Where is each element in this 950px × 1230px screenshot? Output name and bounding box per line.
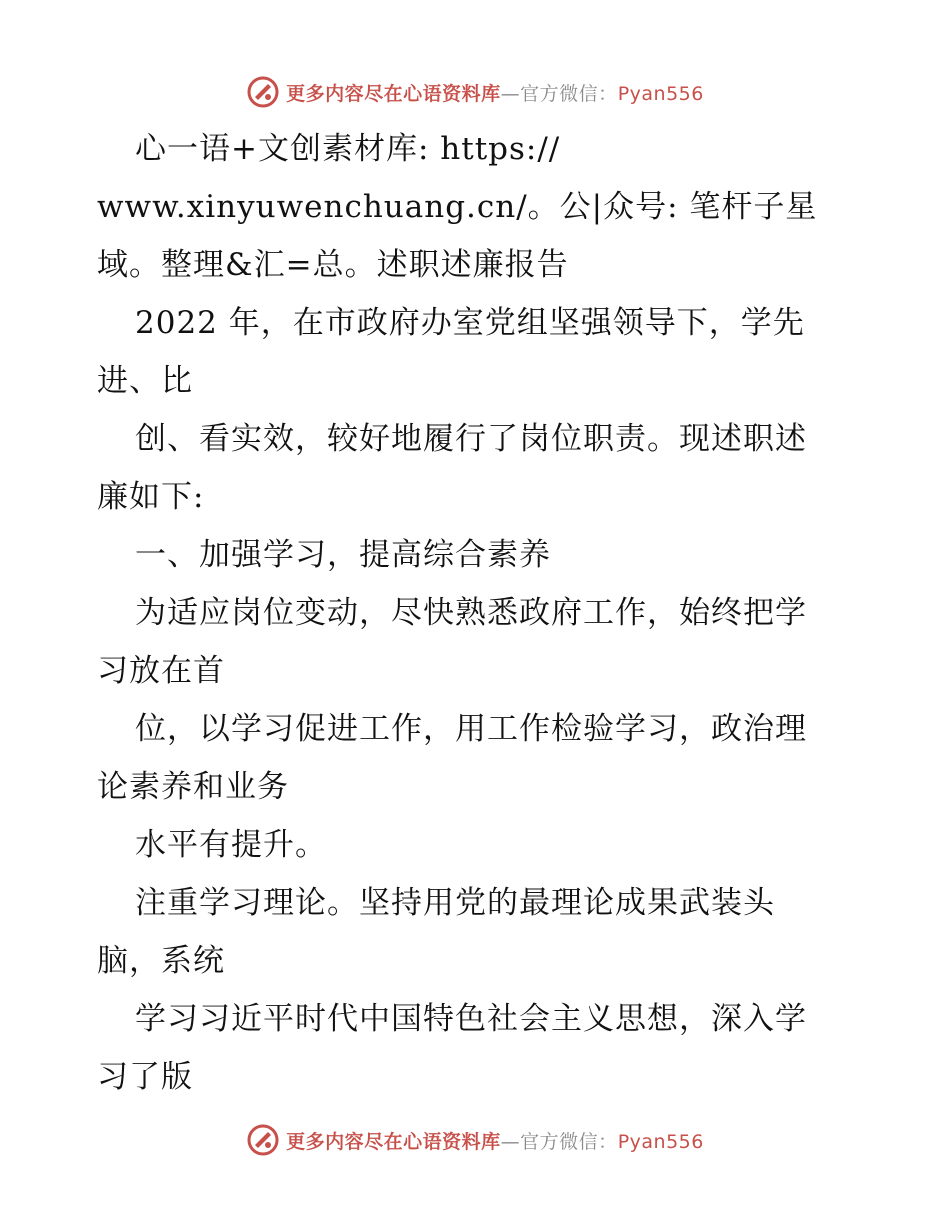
- footer-banner: [0, 1120, 950, 1160]
- banner-wechat-id: Pyan556: [617, 1130, 704, 1153]
- banner-title: 更多内容尽在心语资料库: [286, 82, 501, 105]
- text-line: 为适应岗位变动，尽快熟悉政府工作，始终把学: [135, 595, 807, 631]
- brand-logo-icon: [246, 1123, 280, 1157]
- banner-dash: —: [500, 1130, 521, 1153]
- banner-wechat-label: 官方微信：: [520, 82, 618, 105]
- banner-wechat-id: Pyan556: [617, 82, 704, 105]
- text-line: 域。整理&汇=总。述职述廉报告: [97, 247, 569, 283]
- text-line: 论素养和业务: [97, 769, 289, 805]
- banner-text: [286, 1127, 704, 1154]
- brand-logo-icon: [246, 75, 280, 109]
- text-line: www.xinyuwenchuang.cn/。公|众号: 笔杆子星: [97, 189, 818, 225]
- header-banner: [0, 72, 950, 112]
- banner-dash: —: [500, 82, 521, 105]
- text-line: 注重学习理论。坚持用党的最理论成果武装头: [135, 885, 775, 921]
- text-line: 水平有提升。: [135, 827, 327, 863]
- document-body: [97, 120, 867, 1106]
- text-line: 2022 年，在市政府办室党组坚强领导下，学先: [135, 305, 805, 341]
- text-line: 脑，系统: [97, 943, 225, 979]
- text-line: 心一语+文创素材库: https://: [135, 131, 561, 167]
- text-line: 位，以学习促进工作，用工作检验学习，政治理: [135, 711, 807, 747]
- text-line: 廉如下:: [97, 479, 205, 515]
- banner-text: [286, 79, 704, 106]
- text-line: 习放在首: [97, 653, 225, 689]
- text-line: 学习习近平时代中国特色社会主义思想，深入学: [135, 1001, 807, 1037]
- banner-wechat-label: 官方微信：: [520, 1130, 618, 1153]
- text-line: 一、加强学习，提高综合素养: [135, 537, 551, 573]
- text-line: 进、比: [97, 363, 193, 399]
- text-line: 创、看实效，较好地履行了岗位职责。现述职述: [135, 421, 807, 457]
- text-line: 习了版: [97, 1059, 193, 1095]
- banner-title: 更多内容尽在心语资料库: [286, 1130, 501, 1153]
